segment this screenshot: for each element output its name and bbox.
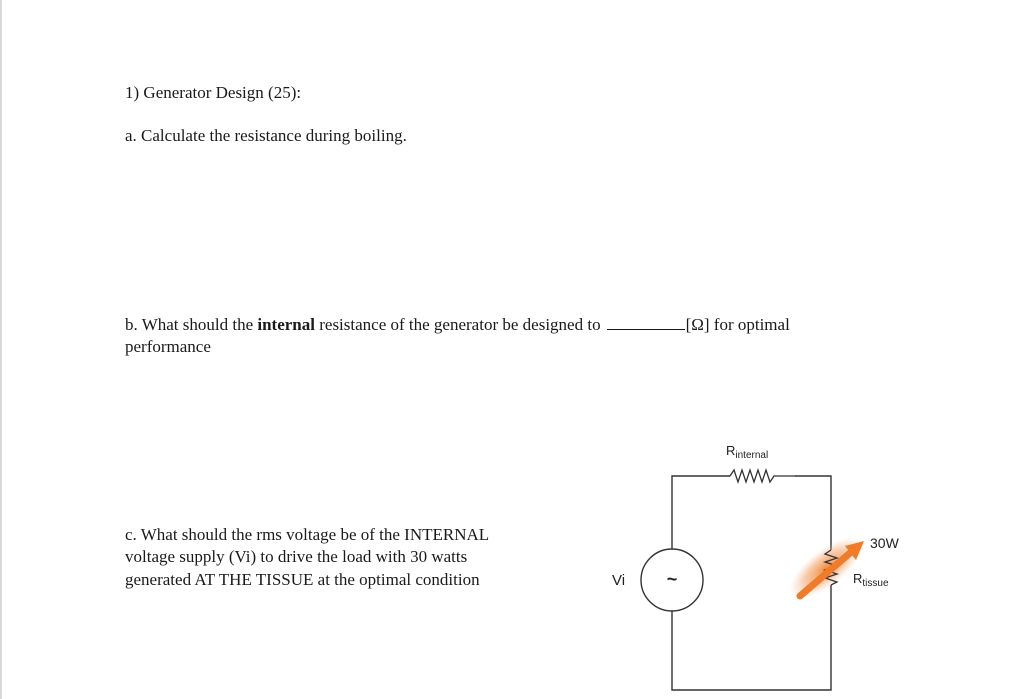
r-internal-label: $R_{internal}$ <box>726 443 769 461</box>
part-b-line2: performance <box>125 337 211 356</box>
part-c-line3: generated AT THE TISSUE at the optimal condition <box>125 570 480 589</box>
part-b-prefix: b. What should the <box>125 315 258 334</box>
ac-source-symbol: ~ <box>666 569 678 589</box>
internal-resistor <box>730 470 795 482</box>
part-b-bold: internal <box>257 315 315 334</box>
power-label: 30W <box>870 535 899 551</box>
part-b-suffix: [Ω] for optimal <box>685 315 790 334</box>
wire-top-right <box>795 476 831 550</box>
part-a-text: a. Calculate the resistance during boiling. <box>125 126 407 145</box>
source-label: Vi <box>612 572 626 589</box>
part-c-line1: c. What should the rms voltage be of the INTERNAL <box>125 525 490 544</box>
part-c-line2: voltage supply (Vi) to drive the load with 30 watts <box>125 547 468 566</box>
r-tissue-label: $R_{tissue}$ <box>853 571 889 589</box>
question-title: 1) Generator Design (25): <box>125 83 302 102</box>
heat-glow <box>780 527 872 610</box>
part-b-middle: resistance of the generator be designed to <box>314 315 601 334</box>
